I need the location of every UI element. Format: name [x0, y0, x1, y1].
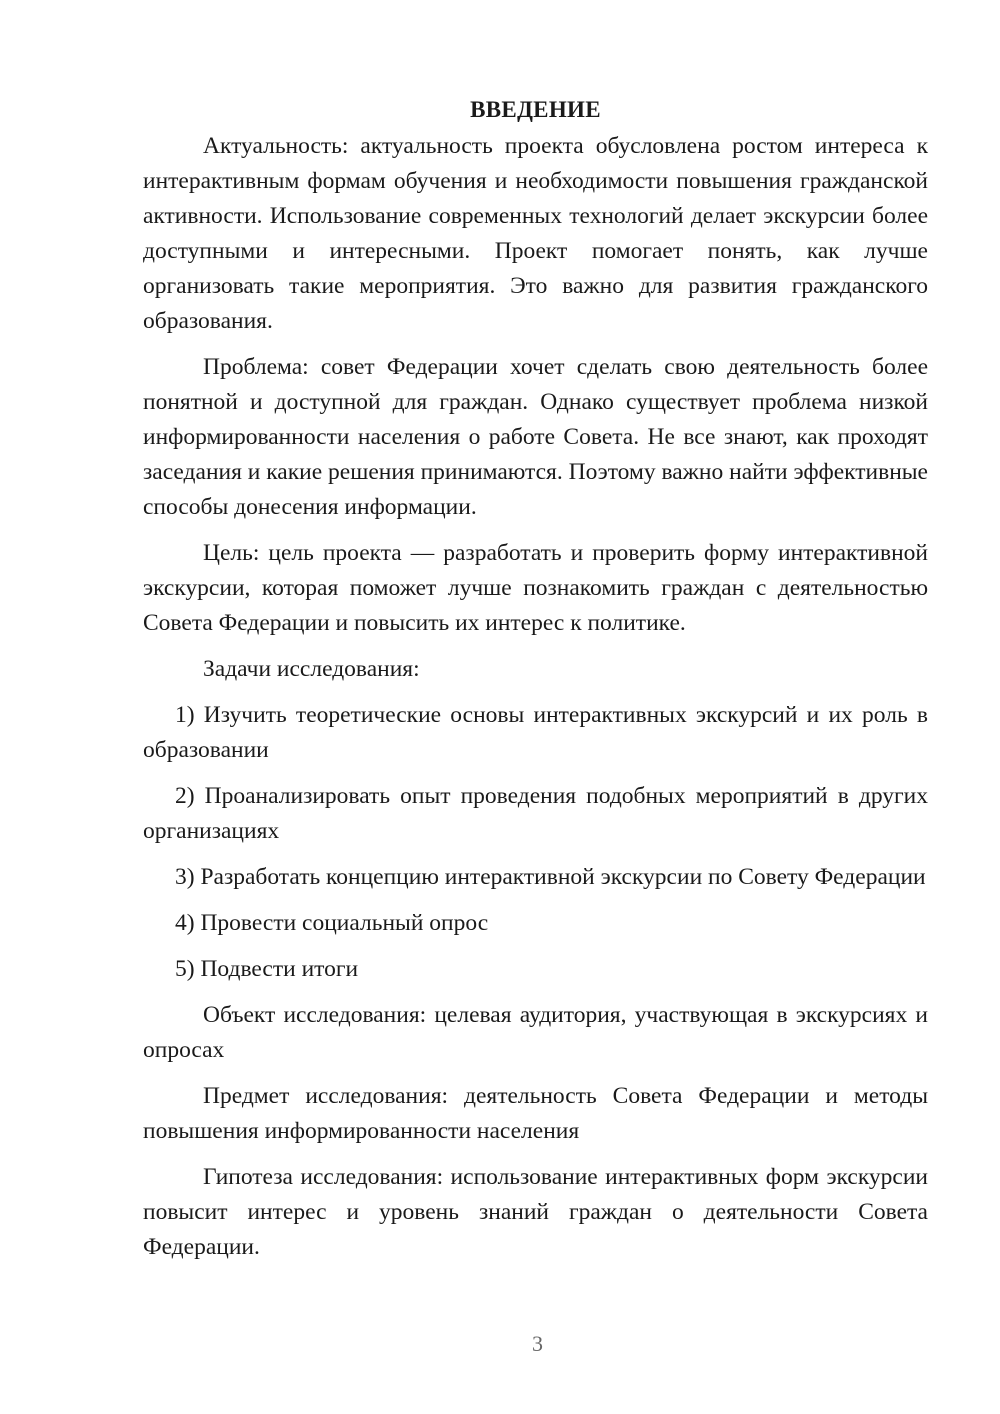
- task-item-4: 4) Провести социальный опрос: [175, 910, 489, 936]
- object-paragraph: Объект исследования: целевая аудитория, участвующая в экскурсиях и опросах: [143, 1002, 928, 1063]
- task-item-5: 5) Подвести итоги: [175, 956, 359, 982]
- relevance-paragraph: Актуальность: актуальность проекта обусловлена ростом интереса к интерактивным формам обучения и необходимости повышения гражданской активности. Использование современных технологий делает экскурсии более доступными и интересными. Проект помогает понять, как лучше организовать такие мероприятия. Это важно для развития гражданского образования.: [143, 133, 928, 334]
- subject-paragraph: Предмет исследования: деятельность Совета Федерации и методы повышения информированности населения: [143, 1083, 928, 1144]
- tasks-heading: Задачи исследования:: [203, 656, 420, 682]
- page-number: 3: [532, 1331, 543, 1356]
- task-item-1: 1) Изучить теоретические основы интерактивных экскурсий и их роль в образовании: [143, 702, 928, 763]
- hypothesis-paragraph: Гипотеза исследования: использование интерактивных форм экскурсии повысит интерес и уровень знаний граждан о деятельности Совета Федерации.: [143, 1164, 928, 1260]
- task-item-3: 3) Разработать концепцию интерактивной экскурсии по Совету Федерации: [175, 864, 926, 890]
- page-content: [143, 92, 928, 1276]
- section-title: ВВЕДЕНИЕ: [470, 97, 601, 122]
- problem-paragraph: Проблема: совет Федерации хочет сделать свою деятельность более понятной и доступной для граждан. Однако существует проблема низкой информированности населения о работе Совета. Не все знают, как проходят заседания и какие решения принимаются. Поэтому важно найти эффективные способы донесения информации.: [143, 354, 928, 520]
- task-item-2: 2) Проанализировать опыт проведения подобных мероприятий в других организациях: [143, 783, 928, 844]
- goal-paragraph: Цель: цель проекта — разработать и проверить форму интерактивной экскурсии, которая поможет лучше познакомить граждан с деятельностью Совета Федерации и повысить их интерес к политике.: [143, 540, 928, 636]
